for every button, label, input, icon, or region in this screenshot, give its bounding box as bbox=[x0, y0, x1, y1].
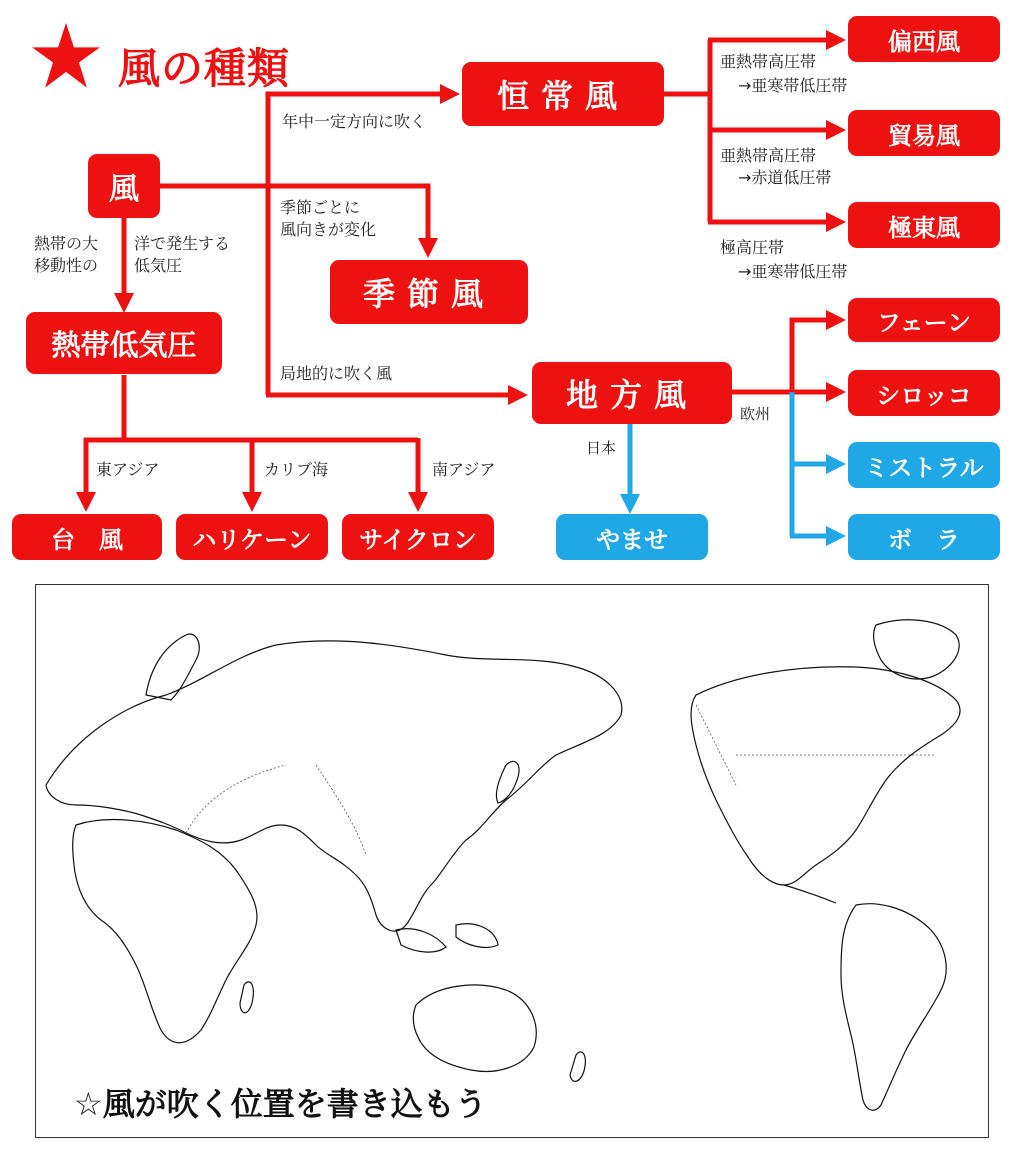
label-caribbean: カリブ海 bbox=[264, 460, 329, 479]
label-hensei-1: 亜熱帯高圧帯 bbox=[720, 52, 817, 71]
node-sirocco: シロッコ bbox=[848, 370, 1000, 416]
label-boeki-1: 亜熱帯高圧帯 bbox=[720, 146, 817, 165]
node-kyokutoufuu: 極東風 bbox=[848, 202, 1000, 248]
map-caption: ☆風が吹く位置を書き込もう bbox=[74, 1085, 487, 1123]
node-mistral: ミストラル bbox=[848, 442, 1000, 488]
label-nettai-2b: 低気圧 bbox=[134, 256, 183, 275]
page-title: 風の種類 bbox=[118, 44, 291, 93]
label-nettai-1a: 熱帯の大 bbox=[34, 234, 99, 253]
node-kousoufuu: 恒常風 bbox=[462, 62, 664, 126]
label-kyokutou-1: 極高圧帯 bbox=[720, 238, 785, 257]
node-cyclone: サイクロン bbox=[342, 514, 494, 560]
label-boeki-2: →赤道低圧帯 bbox=[738, 168, 832, 187]
node-kisetsufuu: 季節風 bbox=[330, 260, 528, 324]
label-nettai-2a: 移動性の bbox=[34, 256, 99, 275]
label-south-asia: 南アジア bbox=[432, 460, 496, 479]
label-kyokuchi: 局地的に吹く風 bbox=[280, 364, 393, 383]
node-nettai-teikiatsu: 熱帯低気圧 bbox=[26, 312, 222, 374]
node-yamase: やませ bbox=[556, 514, 708, 560]
label-nettai-1b: 洋で発生する bbox=[134, 234, 231, 253]
label-europe: 欧州 bbox=[740, 405, 771, 423]
node-kaze: 風 bbox=[88, 154, 160, 218]
label-kisetsu-2: 風向きが変化 bbox=[280, 220, 377, 239]
node-taifuu: 台 風 bbox=[12, 514, 162, 560]
label-east-asia: 東アジア bbox=[96, 460, 160, 479]
label-hensei-2: →亜寒帯低圧帯 bbox=[738, 76, 848, 95]
world-map bbox=[35, 584, 989, 1138]
label-kyokutou-2: →亜寒帯低圧帯 bbox=[738, 262, 848, 281]
label-kisetsu-1: 季節ごとに bbox=[280, 198, 361, 217]
label-teihou: 年中一定方向に吹く bbox=[282, 112, 427, 131]
node-boekifuu: 貿易風 bbox=[848, 110, 1000, 156]
node-chihoufuu: 地方風 bbox=[532, 362, 732, 424]
wind-types-diagram bbox=[0, 0, 1024, 575]
node-henseifuu: 偏西風 bbox=[848, 16, 1000, 62]
world-map-outline bbox=[36, 585, 988, 1137]
label-japan: 日本 bbox=[586, 439, 617, 457]
node-bora: ボ ラ bbox=[848, 514, 1000, 560]
node-hurricane: ハリケーン bbox=[176, 514, 328, 560]
node-fohn: フェーン bbox=[848, 298, 1000, 342]
